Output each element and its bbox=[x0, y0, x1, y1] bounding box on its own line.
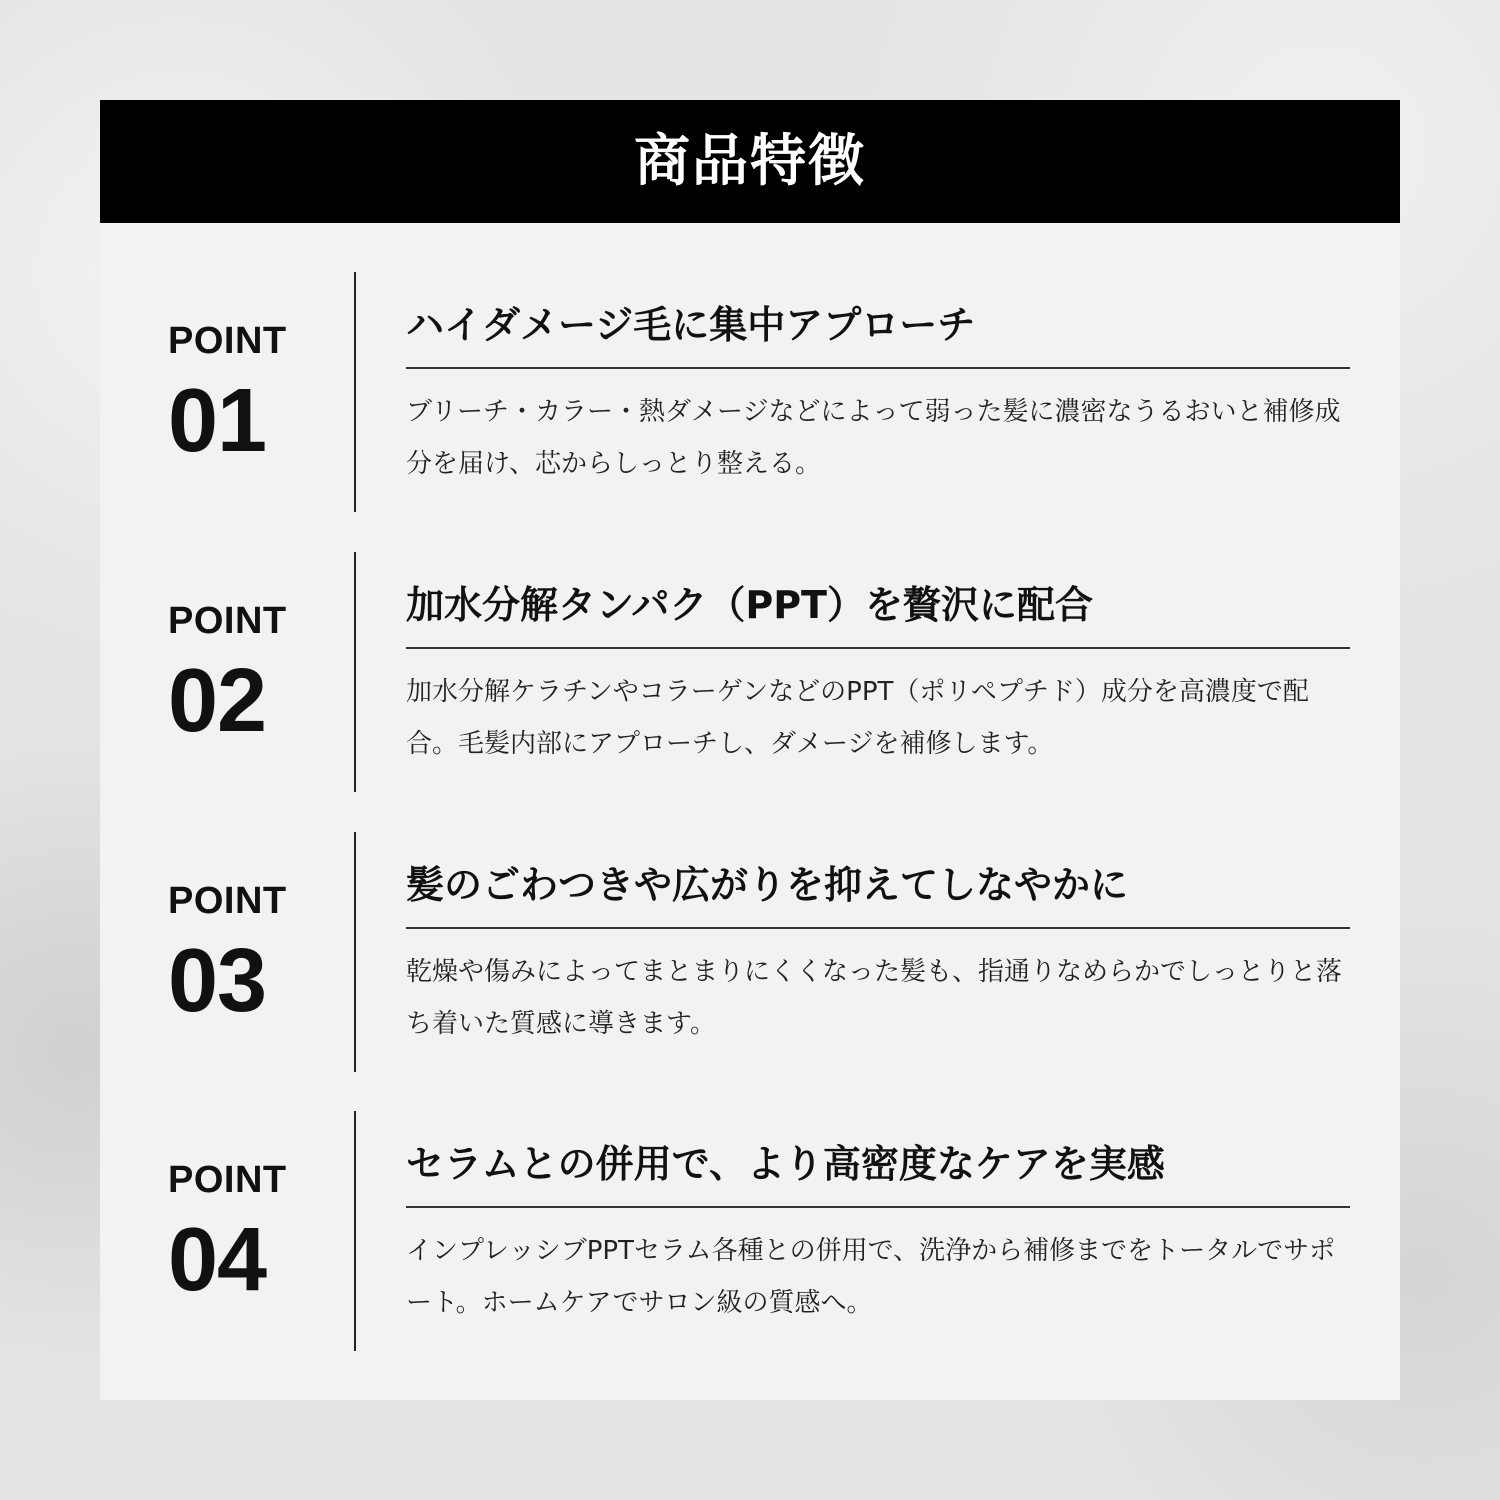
point-word: POINT bbox=[168, 880, 287, 922]
point-title: 髪のごわつきや広がりを抑えてしなやかに bbox=[406, 863, 1129, 907]
feature-panel bbox=[100, 100, 1400, 1400]
horizontal-divider bbox=[406, 1206, 1350, 1208]
point-description: 加水分解ケラチンやコラーゲンなどのPPT（ポリペプチド）成分を高濃度で配合。毛髪内部にアプローチし、ダメージを補修します。 bbox=[406, 677, 1309, 759]
point-item-03 bbox=[100, 832, 1400, 1072]
point-number: 02 bbox=[168, 651, 267, 751]
header-bar bbox=[100, 100, 1400, 223]
point-title: セラムとの併用で、より高密度なケアを実感 bbox=[406, 1142, 1165, 1186]
point-title: 加水分解タンパク（PPT）を贅沢に配合 bbox=[406, 583, 1093, 627]
point-label bbox=[168, 320, 318, 471]
point-title: ハイダメージ毛に集中アプローチ bbox=[406, 303, 976, 347]
point-description: 乾燥や傷みによってまとまりにくくなった髪も、指通りなめらかでしっとりと落ち着いた質感に導きます。 bbox=[406, 957, 1343, 1039]
vertical-divider bbox=[354, 272, 356, 512]
point-item-02 bbox=[100, 552, 1400, 792]
point-description: インプレッシブPPTセラム各種との併用で、洗浄から補修までをトータルでサポート。ホームケアでサロン級の質感へ。 bbox=[406, 1236, 1336, 1318]
vertical-divider bbox=[354, 1111, 356, 1351]
point-item-04 bbox=[100, 1111, 1400, 1351]
point-number: 04 bbox=[168, 1210, 267, 1310]
horizontal-divider bbox=[406, 367, 1350, 369]
point-word: POINT bbox=[168, 1159, 287, 1201]
page-title: 商品特徴 bbox=[634, 128, 866, 194]
horizontal-divider bbox=[406, 647, 1350, 649]
point-word: POINT bbox=[168, 600, 287, 642]
point-description: ブリーチ・カラー・熱ダメージなどによって弱った髪に濃密なうるおいと補修成分を届け、芯からしっとり整える。 bbox=[406, 397, 1341, 479]
point-label bbox=[168, 880, 318, 1031]
vertical-divider bbox=[354, 552, 356, 792]
horizontal-divider bbox=[406, 927, 1350, 929]
point-number: 01 bbox=[168, 371, 267, 471]
point-label bbox=[168, 1159, 318, 1310]
point-item-01 bbox=[100, 272, 1400, 512]
vertical-divider bbox=[354, 832, 356, 1072]
point-number: 03 bbox=[168, 931, 267, 1031]
point-label bbox=[168, 600, 318, 751]
point-word: POINT bbox=[168, 320, 287, 362]
